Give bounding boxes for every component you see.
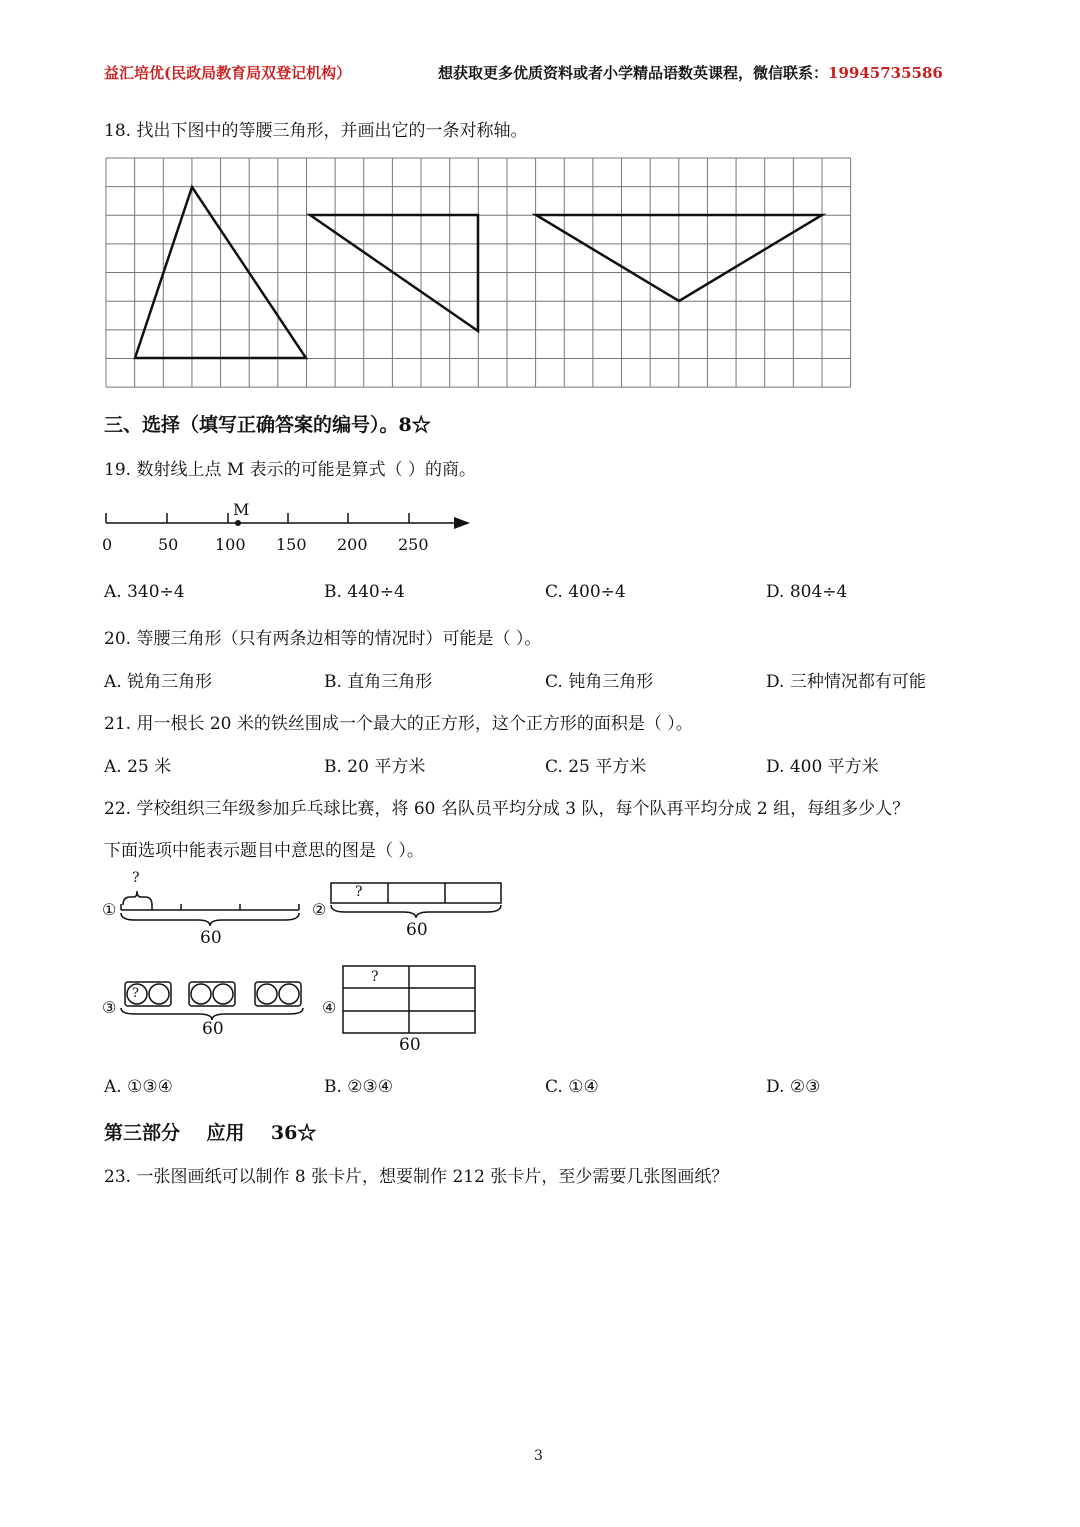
fig4-total: 60 [399,1035,421,1055]
q21-text: 21. 用一根长 20 米的铁丝围成一个最大的正方形，这个正方形的面积是（ ）。 [104,714,693,734]
option[interactable]: C. 25 平方米 [545,757,647,777]
fig1-question: ? [132,870,140,886]
header-left: 益汇培优(民政局教育局双登记机构） [104,64,352,82]
fig3-question: ? [132,986,139,1001]
header-phone: 19945735586 [828,64,943,82]
fig3-total: 60 [202,1019,224,1039]
header-prefix: 想获取更多优质资料或者小学精品语数英课程，微信联系： [438,64,829,82]
tick-label: 150 [276,535,307,554]
fig-label-4: ④ [322,998,337,1017]
tick-label: 100 [215,535,246,554]
fig2-question: ? [355,884,363,900]
option[interactable]: A. 340÷4 [104,582,185,602]
option[interactable]: D. 804÷4 [766,582,848,602]
point-m-label: M [233,500,250,519]
option[interactable]: D. 三种情况都有可能 [766,672,926,692]
option[interactable]: A. 25 米 [104,757,172,777]
tick-label: 250 [398,535,429,554]
option[interactable]: C. ①④ [545,1077,599,1097]
option[interactable]: A. 锐角三角形 [104,672,213,692]
fig-label-1: ① [102,900,117,919]
fig1-total: 60 [200,928,222,948]
fig2-total: 60 [406,920,428,940]
tick-label: 50 [158,535,179,554]
figure-3 [121,982,303,1020]
q18-text: 18. 找出下图中的等腰三角形，并画出它的一条对称轴。 [104,121,528,141]
option[interactable]: D. 400 平方米 [766,757,879,777]
option[interactable]: B. 直角三角形 [324,672,433,692]
section3-title: 三、选择（填写正确答案的编号）。8☆ [104,414,431,436]
q23-text: 23. 一张图画纸可以制作 8 张卡片，想要制作 212 张卡片，至少需要几张图画纸？ [104,1167,729,1187]
option[interactable]: C. 400÷4 [545,582,626,602]
option[interactable]: B. 440÷4 [324,582,405,602]
fig-label-2: ② [312,900,327,919]
page-number: 3 [534,1448,543,1464]
q22-text-2: 下面选项中能表示题目中意思的图是（ ）。 [104,841,424,861]
option[interactable]: B. ②③④ [324,1077,394,1097]
option[interactable]: D. ②③ [766,1077,821,1097]
q22-text-1: 22. 学校组织三年级参加乒乓球比赛，将 60 名队员平均分成 3 队，每个队再平均分成 2 组，每组多少人？ [104,799,910,819]
figure-4 [343,966,475,1033]
figure-1 [121,891,299,926]
option[interactable]: A. ①③④ [104,1077,173,1097]
q20-text: 20. 等腰三角形（只有两条边相等的情况时）可能是（ ）。 [104,629,542,649]
tick-label: 0 [102,535,113,554]
fig4-question: ? [371,969,379,985]
option[interactable]: C. 钝角三角形 [545,672,654,692]
tick-label: 200 [337,535,368,554]
option[interactable]: B. 20 平方米 [324,757,426,777]
fig-label-3: ③ [102,998,117,1017]
q19-text: 19. 数射线上点 M 表示的可能是算式（ ）的商。 [104,460,477,480]
part3-title: 第三部分 应用 36☆ [104,1122,317,1144]
